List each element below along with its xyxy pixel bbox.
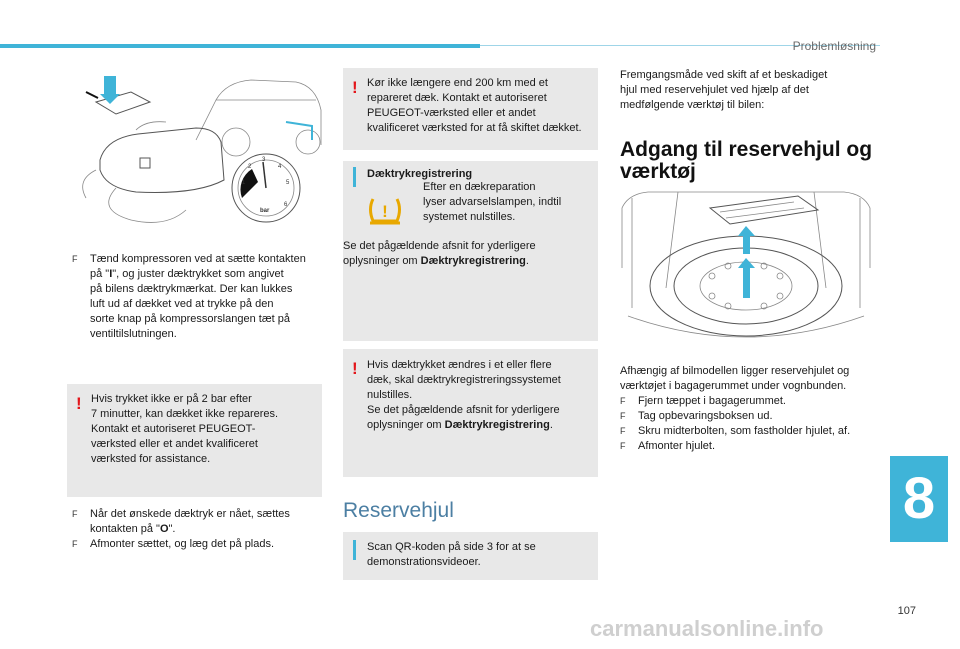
bullet-icon: F: [72, 539, 78, 549]
section-title: Problemløsning: [792, 39, 876, 53]
warning-icon: !: [352, 359, 358, 378]
gauge-unit: bar: [260, 208, 270, 214]
reserve-wheel-heading: Reservehjul: [343, 499, 454, 522]
header-accent-bar: [0, 44, 480, 48]
info-icon: [353, 540, 356, 560]
compressor-step-1: F Tænd kompressoren ved at sætte kontakten på "I", og juster dæktrykket som angivet på bilens dæktrykmærkat. Der kan lukkes luft ud af dækket ved at trykke på den sorte knap på kompressorslangen tæt på ventiltilslutningen.: [72, 253, 306, 340]
page-number: 107: [897, 605, 916, 617]
gauge-tick-4: 4: [278, 164, 282, 170]
tpms-title: Dæktrykregistrering: [367, 168, 473, 180]
compressor-steps-final: F Når det ønskede dæktryk er nået, sættes kontakten på "O". F Afmonter sættet, og læg det på plads.: [72, 508, 290, 550]
tpms-warning-lamp-icon: [367, 195, 403, 225]
bullet-icon: F: [72, 254, 78, 264]
spare-wheel-instructions: Afhængig af bilmodellen ligger reservehjulet og værktøjet i bagagerummet under vognbunden. F Fjern tæppet i bagagerummet. F Tag opbevaringsboksen ud. F Skru midterbolten, som fastholder hjulet, af. F Afmonter hjulet.: [620, 365, 851, 452]
warning-icon: !: [76, 394, 82, 413]
bullet-icon: F: [620, 426, 626, 436]
gauge-tick-1: 1: [242, 180, 246, 186]
procedure-intro: Fremgangsmåde ved skift af et beskadiget hjul med reservehjulet ved hjælp af det medfølgende værktøj til bilen:: [620, 69, 828, 111]
info-icon: [353, 167, 356, 187]
gauge-tick-6: 6: [284, 202, 288, 208]
bullet-icon: F: [620, 441, 626, 451]
warning-box-pressure: ! Hvis trykket ikke er på 2 bar efter 7 minutter, kan dækket ikke repareres. Kontakt et autoriseret PEUGEOT- værksted eller et andet kvalificeret værksted for assistance.: [67, 384, 322, 497]
spare-wheel-illustration: [618, 188, 874, 348]
svg-text:!: !: [382, 202, 388, 221]
bullet-icon: F: [620, 411, 626, 421]
gauge-tick-3: 3: [262, 157, 266, 163]
compressor-illustration: [76, 70, 326, 230]
gauge-tick-2: 2: [248, 164, 252, 170]
info-box-tpms: Dæktrykregistrering ! Efter en dækreparation lyser advarselslampen, indtil systemet nulstilles. Se det pågældende afsnit for yderligere oplysninger om Dæktrykregistrering.: [343, 161, 598, 341]
gauge-tick-5: 5: [286, 180, 290, 186]
watermark: carmanualsonline.info: [590, 616, 824, 641]
info-box-qr: Scan QR-koden på side 3 for at se demonstrationsvideoer.: [343, 532, 598, 580]
spare-wheel-access-heading: Adgang til reservehjul og værktøj: [620, 138, 873, 183]
warning-box-200km: ! Kør ikke længere end 200 km med et repareret dæk. Kontakt et autoriseret PEUGEOT-værksted eller et andet kvalificeret værksted for at få skiftet dækket.: [343, 68, 598, 150]
warning-icon: !: [352, 78, 358, 97]
bullet-icon: F: [72, 509, 78, 519]
warning-box-tpms-reset: ! Hvis dæktrykket ændres i et eller flere dæk, skal dæktrykregistreringssystemet nulstilles. Se det pågældende afsnit for yderligere oplysninger om Dæktrykregistrering.: [343, 349, 598, 477]
chapter-tab: 8: [890, 456, 948, 542]
bullet-icon: F: [620, 396, 626, 406]
